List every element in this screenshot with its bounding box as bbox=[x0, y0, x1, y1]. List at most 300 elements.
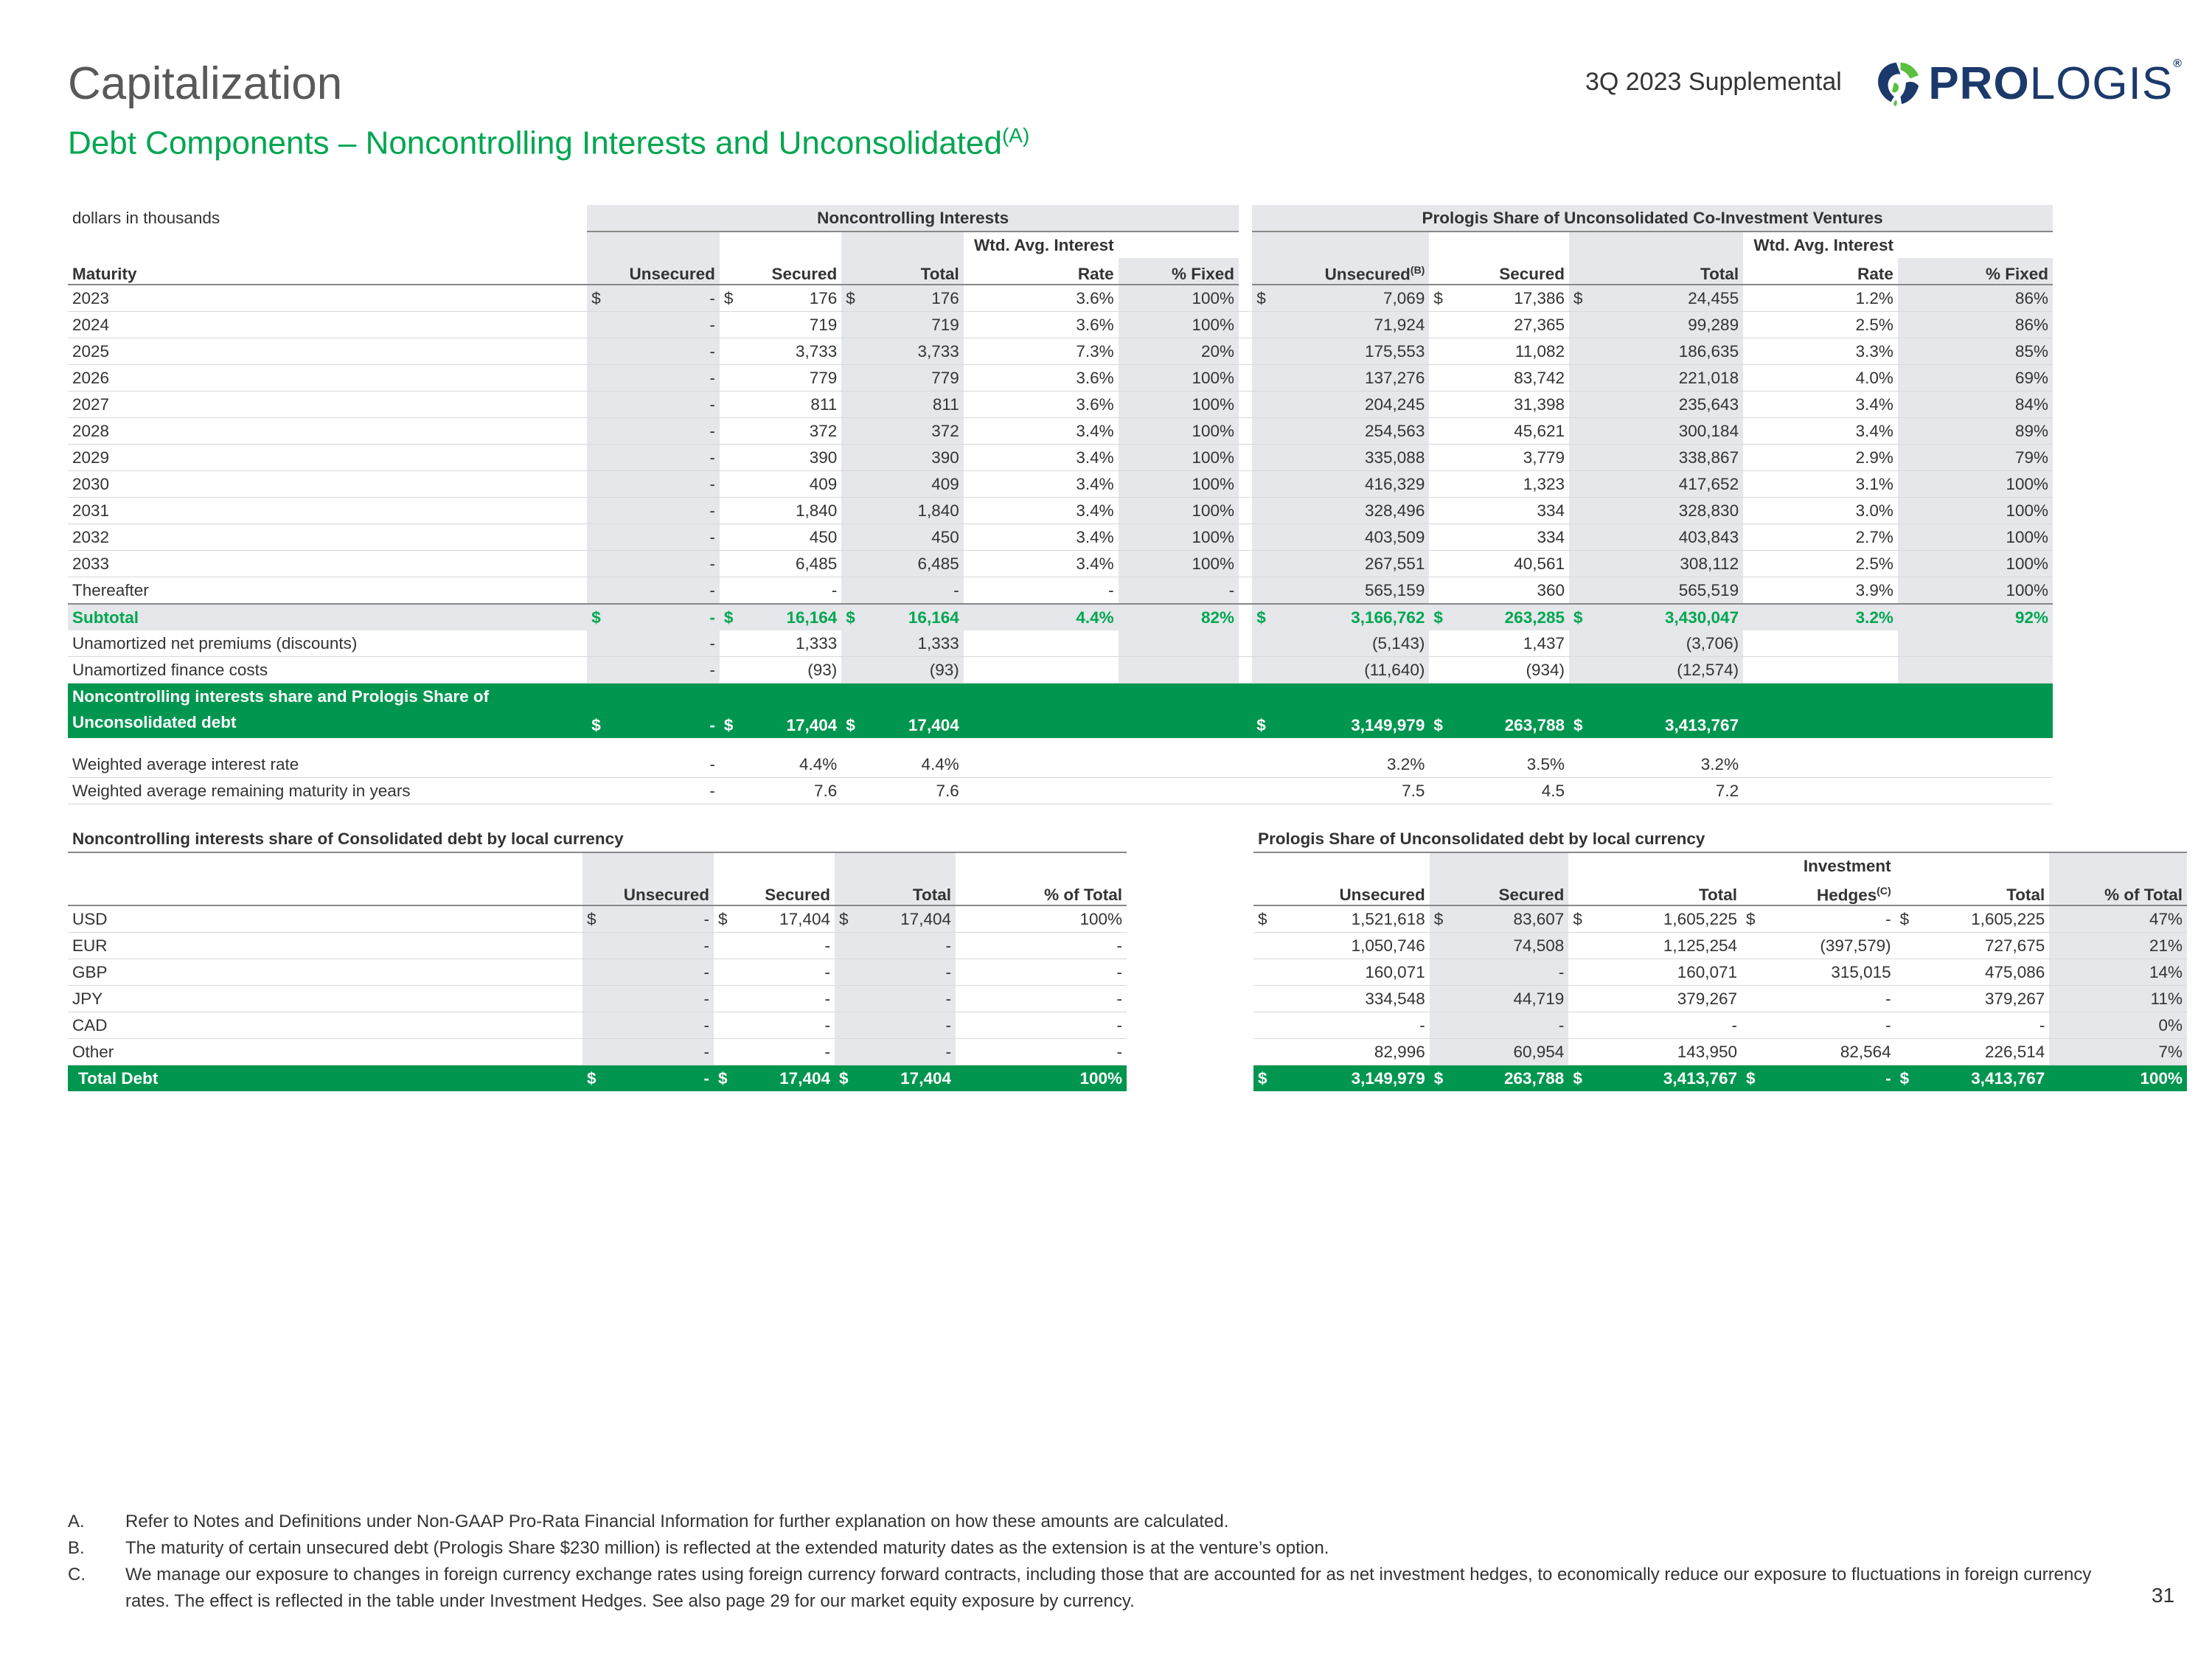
dollar-sign: $ bbox=[1569, 684, 1587, 739]
total-label-line-1: Noncontrolling interests share and Prologis Share of bbox=[72, 687, 490, 706]
pct-of-total: 47% bbox=[2049, 905, 2187, 933]
pct-of-total: - bbox=[956, 1012, 1127, 1039]
dollar-sign bbox=[587, 471, 605, 498]
nci-rate: 7.3% bbox=[964, 338, 1119, 365]
unc-total: 3,413,767 bbox=[1587, 684, 1743, 739]
dollar-sign bbox=[1429, 498, 1447, 524]
secured: 60,954 bbox=[1447, 1039, 1569, 1065]
logo-registered-mark: ® bbox=[2173, 57, 2183, 70]
row-label: Unamortized finance costs bbox=[68, 657, 587, 684]
nci-unsecured: - bbox=[605, 418, 719, 445]
total-after-hedges: 226,514 bbox=[1913, 1039, 2050, 1065]
unsecured: - bbox=[600, 933, 714, 959]
dollar-sign bbox=[720, 551, 737, 577]
nci-fixed: 100% bbox=[1119, 418, 1239, 445]
unc-unsecured: 137,276 bbox=[1270, 365, 1429, 392]
nci-rate: 3.4% bbox=[964, 445, 1119, 471]
col-nci-total: Total bbox=[841, 258, 963, 285]
unsecured: - bbox=[600, 959, 714, 986]
nci-unsecured: - bbox=[605, 498, 719, 524]
dollar-sign bbox=[841, 657, 859, 684]
nci-rate: 3.4% bbox=[964, 418, 1119, 445]
dollar-sign bbox=[587, 524, 605, 551]
dollar-sign: $ bbox=[1252, 604, 1270, 630]
dollar-sign bbox=[1252, 392, 1270, 418]
nci-rate: 3.6% bbox=[964, 312, 1119, 338]
nci-unsecured: - bbox=[605, 285, 719, 312]
secured: 17,404 bbox=[731, 905, 835, 933]
dollar-sign: $ bbox=[1742, 905, 1759, 933]
dollar-sign bbox=[582, 959, 600, 986]
nci-total: 372 bbox=[860, 418, 964, 445]
dollar-sign bbox=[1429, 392, 1447, 418]
total-debt-row bbox=[1253, 1065, 2187, 1092]
dollar-sign bbox=[1253, 1012, 1271, 1039]
page-title: Capitalization bbox=[68, 58, 343, 109]
table-row bbox=[68, 392, 2053, 418]
unc-total: 99,289 bbox=[1587, 312, 1743, 338]
currency-label: JPY bbox=[68, 986, 582, 1012]
unsecured: - bbox=[600, 1039, 714, 1065]
unc-unsecured: (5,143) bbox=[1270, 630, 1429, 657]
investment-hedges: (397,579) bbox=[1759, 933, 1896, 959]
nci-fixed: 100% bbox=[1119, 312, 1239, 338]
dollar-sign bbox=[1569, 338, 1587, 365]
unc-total: 308,112 bbox=[1587, 551, 1743, 577]
nci-fixed: 100% bbox=[1119, 551, 1239, 577]
col-maturity: Maturity bbox=[68, 258, 587, 285]
table-row bbox=[68, 577, 2053, 605]
unsecured: - bbox=[600, 986, 714, 1012]
row-label bbox=[68, 684, 587, 739]
nci-total: 1,840 bbox=[860, 498, 964, 524]
table-row bbox=[68, 1012, 1127, 1039]
logo-word-light: LOGIS bbox=[2029, 58, 2174, 109]
secured: - bbox=[1447, 1012, 1569, 1039]
nci-fixed: 100% bbox=[1119, 285, 1239, 312]
unc-secured: 17,386 bbox=[1447, 285, 1569, 312]
unsecured: - bbox=[600, 1012, 714, 1039]
unc-rate: 2.9% bbox=[1743, 445, 1898, 471]
dollar-sign bbox=[720, 498, 737, 524]
dollar-sign bbox=[1252, 365, 1270, 392]
pct-of-total: 14% bbox=[2049, 959, 2187, 986]
nci-cur-col-unsecured: Unsecured bbox=[582, 879, 714, 905]
footnote-text: We manage our exposure to changes in foreign currency exchange rates using foreign currency forward contracts, including those that are accounted for as net investment hedges, to economically reduce our exposure to fluctuations in foreign currency rates. The effect is reflected in the table under Investment Hedges. See also page 29 for our market equity exposure by currency. bbox=[125, 1565, 2092, 1611]
dollar-sign bbox=[714, 986, 731, 1012]
nci-fixed: 100% bbox=[1119, 498, 1239, 524]
row-label: Unamortized net premiums (discounts) bbox=[68, 630, 587, 657]
unc-total: 3.2% bbox=[1587, 751, 1743, 778]
dollar-sign bbox=[720, 338, 737, 365]
investment-hedges: 82,564 bbox=[1759, 1039, 1896, 1065]
dollar-sign bbox=[1569, 630, 1587, 657]
dollar-sign bbox=[841, 392, 859, 418]
dollar-sign bbox=[1896, 959, 1913, 986]
unc-fixed: 100% bbox=[1898, 551, 2053, 577]
unc-secured: 45,621 bbox=[1447, 418, 1569, 445]
unc-cur-hedges-header-1: Investment bbox=[1803, 856, 1891, 875]
dollar-sign bbox=[1252, 418, 1270, 445]
unc-unsecured: 403,509 bbox=[1270, 524, 1429, 551]
footnotes bbox=[68, 1509, 2103, 1615]
dollar-sign bbox=[835, 986, 852, 1012]
dollar-sign bbox=[841, 551, 859, 577]
dollar-sign bbox=[587, 445, 605, 471]
nci-fixed: 100% bbox=[1119, 445, 1239, 471]
dollar-sign bbox=[1569, 657, 1587, 684]
unc-unsecured: 254,563 bbox=[1270, 418, 1429, 445]
dollar-sign bbox=[587, 577, 605, 605]
group-nci-header: Noncontrolling Interests bbox=[587, 205, 1239, 232]
page-subtitle bbox=[68, 124, 1029, 162]
dollar-sign bbox=[1429, 445, 1447, 471]
dollar-sign: $ bbox=[1569, 285, 1587, 312]
col-unc-unsecured-label: Unsecured bbox=[1324, 265, 1411, 283]
dollar-sign: $ bbox=[582, 1065, 600, 1092]
total: - bbox=[852, 1039, 956, 1065]
pct-of-total: 100% bbox=[2049, 1065, 2187, 1092]
dollar-sign bbox=[1569, 498, 1587, 524]
unc-secured: 83,742 bbox=[1447, 365, 1569, 392]
pct-of-total: - bbox=[956, 933, 1127, 959]
table-row bbox=[68, 338, 2053, 365]
col-nci-secured: Secured bbox=[720, 258, 841, 285]
dollar-sign bbox=[720, 392, 737, 418]
secured: - bbox=[1447, 959, 1569, 986]
col-unc-secured: Secured bbox=[1429, 258, 1569, 285]
dollar-sign bbox=[841, 418, 859, 445]
nci-currency-table bbox=[68, 826, 1127, 1091]
nci-fixed: 82% bbox=[1119, 604, 1239, 630]
nci-fixed: 100% bbox=[1119, 524, 1239, 551]
dollar-sign bbox=[1569, 445, 1587, 471]
total: 17,404 bbox=[852, 905, 956, 933]
total: - bbox=[852, 986, 956, 1012]
col-nci-unsecured: Unsecured bbox=[587, 258, 720, 285]
dollar-sign bbox=[1253, 986, 1271, 1012]
unc-cur-col-pct: % of Total bbox=[2049, 879, 2187, 905]
nci-total: 811 bbox=[860, 392, 964, 418]
wtd-header-nci: Wtd. Avg. Interest bbox=[974, 235, 1114, 254]
col-nci-fixed: % Fixed bbox=[1119, 258, 1239, 285]
unc-total: 24,455 bbox=[1587, 285, 1743, 312]
dollar-sign bbox=[1430, 986, 1447, 1012]
nci-secured: 719 bbox=[737, 312, 841, 338]
dollar-sign bbox=[587, 657, 605, 684]
unc-fixed: 92% bbox=[1898, 604, 2053, 630]
dollar-sign bbox=[720, 630, 737, 657]
subtitle-text: Debt Components – Noncontrolling Interests and Unconsolidated bbox=[68, 125, 1002, 161]
unc-secured: 1,437 bbox=[1447, 630, 1569, 657]
nci-currency-title: Noncontrolling interests share of Consolidated debt by local currency bbox=[68, 826, 1127, 852]
nci-secured: 779 bbox=[737, 365, 841, 392]
dollar-sign: $ bbox=[1568, 1065, 1586, 1092]
dollar-sign bbox=[1252, 312, 1270, 338]
table-row bbox=[68, 630, 2053, 657]
unc-unsecured: 71,924 bbox=[1270, 312, 1429, 338]
table-row bbox=[68, 778, 2053, 804]
dollar-sign: $ bbox=[582, 905, 600, 933]
table-row bbox=[1253, 959, 2187, 986]
nci-total: (93) bbox=[860, 657, 964, 684]
unc-fixed: 84% bbox=[1898, 392, 2053, 418]
dollar-sign bbox=[1429, 657, 1447, 684]
dollar-sign bbox=[1568, 959, 1586, 986]
nci-total: 450 bbox=[860, 524, 964, 551]
total-after-hedges: - bbox=[1913, 1012, 2050, 1039]
dollar-sign bbox=[582, 986, 600, 1012]
unc-secured: 263,285 bbox=[1447, 604, 1569, 630]
table-row bbox=[68, 365, 2053, 392]
unc-total: 235,643 bbox=[1587, 392, 1743, 418]
pct-of-total: 21% bbox=[2049, 933, 2187, 959]
dollar-sign bbox=[1253, 959, 1271, 986]
unc-unsecured: 416,329 bbox=[1270, 471, 1429, 498]
nci-secured: - bbox=[737, 577, 841, 605]
nci-total: 719 bbox=[860, 312, 964, 338]
dollar-sign bbox=[1252, 524, 1270, 551]
nci-rate: 3.6% bbox=[964, 365, 1119, 392]
table-row bbox=[68, 524, 2053, 551]
dollar-sign bbox=[1896, 1039, 1913, 1065]
nci-rate: 3.6% bbox=[964, 392, 1119, 418]
dollar-sign bbox=[587, 312, 605, 338]
dollar-sign: $ bbox=[720, 285, 737, 312]
unc-unsecured: 7.5 bbox=[1270, 778, 1429, 804]
footnote-text: Refer to Notes and Definitions under Non-GAAP Pro-Rata Financial Information for further explanation on how these amounts are calculated. bbox=[125, 1512, 1229, 1531]
unc-rate: 1.2% bbox=[1743, 285, 1898, 312]
unc-fixed: 86% bbox=[1898, 285, 2053, 312]
unc-fixed: 100% bbox=[1898, 524, 2053, 551]
unc-cur-col-total2: Total bbox=[1896, 879, 2050, 905]
table-row bbox=[1253, 933, 2187, 959]
nci-total: 1,333 bbox=[860, 630, 964, 657]
total-after-hedges: 727,675 bbox=[1913, 933, 2050, 959]
dollar-sign bbox=[1742, 959, 1759, 986]
secured: 74,508 bbox=[1447, 933, 1569, 959]
dollar-sign bbox=[1429, 338, 1447, 365]
nci-secured: 4.4% bbox=[737, 751, 841, 778]
unc-total: 3,430,047 bbox=[1587, 604, 1743, 630]
nci-total: - bbox=[860, 577, 964, 605]
unc-unsecured: 3.2% bbox=[1270, 751, 1429, 778]
pct-of-total: 7% bbox=[2049, 1039, 2187, 1065]
dollar-sign bbox=[1252, 498, 1270, 524]
total: 143,950 bbox=[1586, 1039, 1742, 1065]
row-label: 2033 bbox=[68, 551, 587, 577]
dollar-sign bbox=[1742, 1039, 1759, 1065]
row-label: 2027 bbox=[68, 392, 587, 418]
nci-unsecured: - bbox=[605, 657, 719, 684]
total: 160,071 bbox=[1586, 959, 1742, 986]
dollar-sign bbox=[720, 365, 737, 392]
unc-secured: 360 bbox=[1447, 577, 1569, 605]
secured: 44,719 bbox=[1447, 986, 1569, 1012]
investment-hedges: - bbox=[1759, 1065, 1896, 1092]
unc-cur-col-total: Total bbox=[1568, 879, 1742, 905]
table-row bbox=[68, 986, 1127, 1012]
dollar-sign bbox=[1569, 577, 1587, 605]
unc-secured: 263,788 bbox=[1447, 684, 1569, 739]
nci-rate: 4.4% bbox=[964, 604, 1119, 630]
nci-rate: 3.6% bbox=[964, 285, 1119, 312]
row-label: 2032 bbox=[68, 524, 587, 551]
dollar-sign: $ bbox=[1429, 684, 1447, 739]
nci-fixed: - bbox=[1119, 577, 1239, 605]
dollar-sign bbox=[582, 1012, 600, 1039]
nci-unsecured: - bbox=[605, 778, 719, 804]
header-row-1 bbox=[68, 232, 2053, 258]
total-debt-row bbox=[68, 1065, 1127, 1092]
dollar-sign bbox=[587, 338, 605, 365]
nci-secured: 16,164 bbox=[737, 604, 841, 630]
row-label: 2026 bbox=[68, 365, 587, 392]
dollar-sign bbox=[582, 1039, 600, 1065]
unsecured: - bbox=[600, 905, 714, 933]
nci-unsecured: - bbox=[605, 338, 719, 365]
total-after-hedges: 379,267 bbox=[1913, 986, 2050, 1012]
footnote-b bbox=[68, 1535, 2103, 1562]
dollar-sign: $ bbox=[587, 684, 605, 739]
secured: 263,788 bbox=[1447, 1065, 1569, 1092]
row-label: Thereafter bbox=[68, 577, 587, 605]
dollar-sign bbox=[841, 577, 859, 605]
dollar-sign bbox=[1569, 471, 1587, 498]
dollar-sign bbox=[1429, 524, 1447, 551]
col-nci-rate: Rate bbox=[964, 258, 1119, 285]
unsecured: 3,149,979 bbox=[1271, 1065, 1430, 1092]
secured: - bbox=[731, 986, 835, 1012]
supplemental-label: 3Q 2023 Supplemental bbox=[1585, 68, 1842, 96]
nci-secured: (93) bbox=[737, 657, 841, 684]
currency-label: GBP bbox=[68, 959, 582, 986]
dollar-sign bbox=[1430, 1039, 1447, 1065]
total: - bbox=[852, 959, 956, 986]
dollar-sign bbox=[1568, 933, 1586, 959]
nci-secured: 3,733 bbox=[737, 338, 841, 365]
nci-unsecured: - bbox=[605, 551, 719, 577]
unc-unsecured: 267,551 bbox=[1270, 551, 1429, 577]
total: 379,267 bbox=[1586, 986, 1742, 1012]
table-row bbox=[68, 445, 2053, 471]
nci-cur-col-pct: % of Total bbox=[956, 879, 1127, 905]
table-row bbox=[68, 959, 1127, 986]
group-header-row bbox=[68, 205, 2053, 232]
table-row bbox=[68, 604, 2053, 630]
table-row bbox=[68, 498, 2053, 524]
unc-cur-col-hedges bbox=[1742, 879, 1896, 905]
dollar-sign bbox=[1896, 1012, 1913, 1039]
nci-secured: 176 bbox=[737, 285, 841, 312]
unc-secured: 3,779 bbox=[1447, 445, 1569, 471]
nci-unsecured: - bbox=[605, 524, 719, 551]
dollar-sign bbox=[587, 365, 605, 392]
total-debt-row bbox=[68, 684, 2053, 739]
currency-label: Other bbox=[68, 1039, 582, 1065]
nci-rate: 3.4% bbox=[964, 551, 1119, 577]
currency-label: USD bbox=[68, 905, 582, 933]
nci-unsecured: - bbox=[605, 604, 719, 630]
dollar-sign bbox=[1430, 1012, 1447, 1039]
dollar-sign: $ bbox=[1896, 905, 1913, 933]
table-row bbox=[68, 933, 1127, 959]
table-row bbox=[68, 657, 2053, 684]
total: - bbox=[1586, 1012, 1742, 1039]
dollar-sign bbox=[714, 933, 731, 959]
unc-total: 338,867 bbox=[1587, 445, 1743, 471]
total-after-hedges: 475,086 bbox=[1913, 959, 2050, 986]
nci-unsecured: - bbox=[605, 577, 719, 605]
unc-total: 7.2 bbox=[1587, 778, 1743, 804]
nci-unsecured: - bbox=[605, 445, 719, 471]
nci-total: 6,485 bbox=[860, 551, 964, 577]
pct-of-total: - bbox=[956, 959, 1127, 986]
dollar-sign: $ bbox=[1253, 1065, 1271, 1092]
debt-components-table bbox=[68, 205, 2053, 804]
dollar-sign: $ bbox=[1569, 604, 1587, 630]
nci-cur-col-secured: Secured bbox=[714, 879, 835, 905]
dollar-sign bbox=[1569, 392, 1587, 418]
unsecured: 160,071 bbox=[1271, 959, 1430, 986]
secured: - bbox=[731, 959, 835, 986]
row-label: 2030 bbox=[68, 471, 587, 498]
dollar-sign bbox=[1568, 1039, 1586, 1065]
col-unc-total: Total bbox=[1569, 258, 1743, 285]
secured: - bbox=[731, 1039, 835, 1065]
nci-unsecured: - bbox=[605, 630, 719, 657]
total: 1,125,254 bbox=[1586, 933, 1742, 959]
total: 3,413,767 bbox=[1586, 1065, 1742, 1092]
group-unconsolidated-header: Prologis Share of Unconsolidated Co-Investment Ventures bbox=[1252, 205, 2053, 232]
dollar-sign bbox=[841, 630, 859, 657]
row-label: 2031 bbox=[68, 498, 587, 524]
total: - bbox=[852, 933, 956, 959]
dollar-sign: $ bbox=[587, 604, 605, 630]
nci-secured: 17,404 bbox=[737, 684, 841, 739]
dollar-sign: $ bbox=[1253, 905, 1271, 933]
dollar-sign bbox=[720, 418, 737, 445]
dollar-sign bbox=[1252, 630, 1270, 657]
unc-unsecured: 328,496 bbox=[1270, 498, 1429, 524]
dollar-sign bbox=[1429, 312, 1447, 338]
dollar-sign bbox=[1429, 471, 1447, 498]
footnote-c-marker: (C) bbox=[1877, 884, 1891, 897]
dollar-sign bbox=[582, 933, 600, 959]
col-unc-fixed: % Fixed bbox=[1898, 258, 2053, 285]
dollar-sign bbox=[720, 445, 737, 471]
unc-fixed: 100% bbox=[1898, 471, 2053, 498]
unc-total: 328,830 bbox=[1587, 498, 1743, 524]
unc-secured: 4.5 bbox=[1447, 778, 1569, 804]
dollar-sign bbox=[1568, 986, 1586, 1012]
investment-hedges: - bbox=[1759, 1012, 1896, 1039]
unc-fixed: 69% bbox=[1898, 365, 2053, 392]
pct-of-total: 100% bbox=[956, 1065, 1127, 1092]
nci-total: 390 bbox=[860, 445, 964, 471]
total-label-line-2: Unconsolidated debt bbox=[72, 713, 237, 731]
dollar-sign bbox=[841, 312, 859, 338]
table-row bbox=[68, 905, 1127, 933]
dollar-sign bbox=[587, 418, 605, 445]
dollar-sign: $ bbox=[1429, 285, 1447, 312]
unc-total: 417,652 bbox=[1587, 471, 1743, 498]
total-after-hedges: 3,413,767 bbox=[1913, 1065, 2050, 1092]
footnote-key: A. bbox=[68, 1512, 85, 1531]
nci-secured: 409 bbox=[737, 471, 841, 498]
footnote-b-marker: (B) bbox=[1410, 263, 1425, 276]
unconsolidated-currency-table bbox=[1253, 826, 2187, 1091]
